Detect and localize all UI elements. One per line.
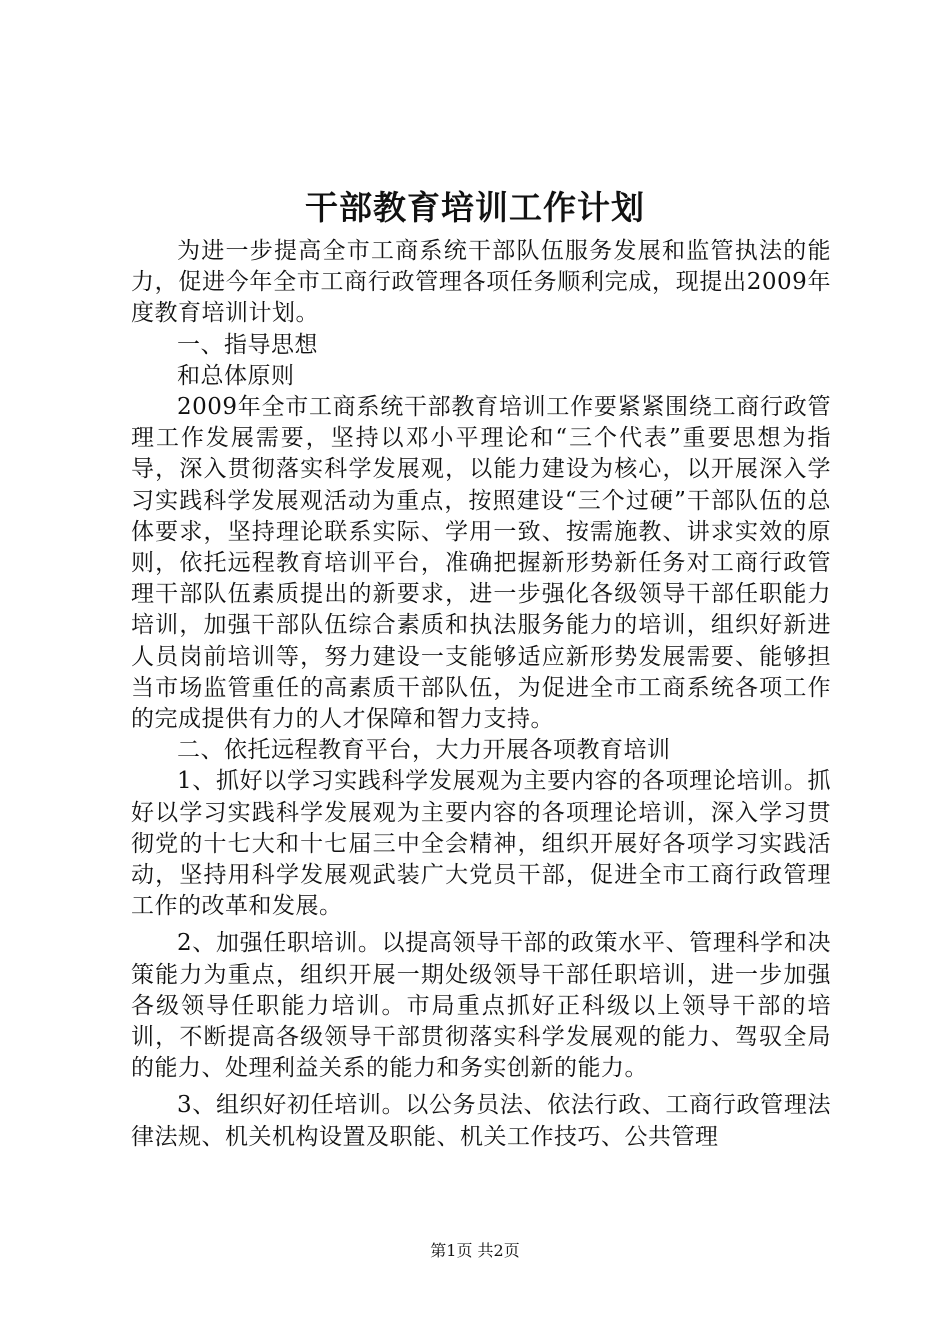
intro-paragraph: 为进一步提高全市工商系统干部队伍服务发展和监管执法的能力，促进今年全市工商行政管理各项任务顺利完成，现提出2009年度教育培训计划。	[131, 238, 831, 327]
item-2-paragraph: 2、加强任职培训。以提高领导干部的政策水平、管理科学和决策能力为重点，组织开展一期处级领导干部任职培训，进一步加强各级领导任职能力培训。市局重点抓好正科级以上领导干部的培训，不断提高各级领导干部贯彻落实科学发展观的能力、驾驭全局的能力、处理利益关系的能力和务实创新的能力。	[131, 930, 831, 1082]
section-heading-1: 一、指导思想	[177, 331, 318, 358]
document-title: 干部教育培训工作计划	[305, 188, 645, 227]
item-1-paragraph: 1、抓好以学习实践科学发展观为主要内容的各项理论培训。抓好以学习实践科学发展观为主要内容的各项理论培训，深入学习贯彻党的十七大和十七届三中全会精神，组织开展好各项学习实践活动，坚持用科学发展观武装广大党员干部，促进全市工商行政管理工作的改革和发展。	[131, 768, 831, 920]
guiding-principles-paragraph: 2009年全市工商系统干部教育培训工作要紧紧围绕工商行政管理工作发展需要，坚持以邓小平理论和“三个代表”重要思想为指导，深入贯彻落实科学发展观，以能力建设为核心，以开展深入学习实践科学发展观活动为重点，按照建设“三个过硬”干部队伍的总体要求，坚持理论联系实际、学用一致、按需施教、讲求实效的原则，依托远程教育培训平台，准确把握新形势新任务对工商行政管理干部队伍素质提出的新要求，进一步强化各级领导干部任职能力培训，加强干部队伍综合素质和执法服务能力的培训，组织好新进人员岗前培训等，努力建设一支能够适应新形势发展需要、能够担当市场监管重任的高素质干部队伍，为促进全市工商系统各项工作的完成提供有力的人才保障和智力支持。	[131, 394, 831, 733]
section-heading-2: 二、依托远程教育平台，大力开展各项教育培训	[177, 737, 671, 764]
page-footer: 第1页 共2页	[430, 1241, 520, 1260]
section-heading-1-continued: 和总体原则	[177, 362, 295, 389]
document-body	[131, 236, 831, 1153]
item-3-paragraph: 3、组织好初任培训。以公务员法、依法行政、工商行政管理法律法规、机关机构设置及职能、机关工作技巧、公共管理	[131, 1092, 831, 1150]
